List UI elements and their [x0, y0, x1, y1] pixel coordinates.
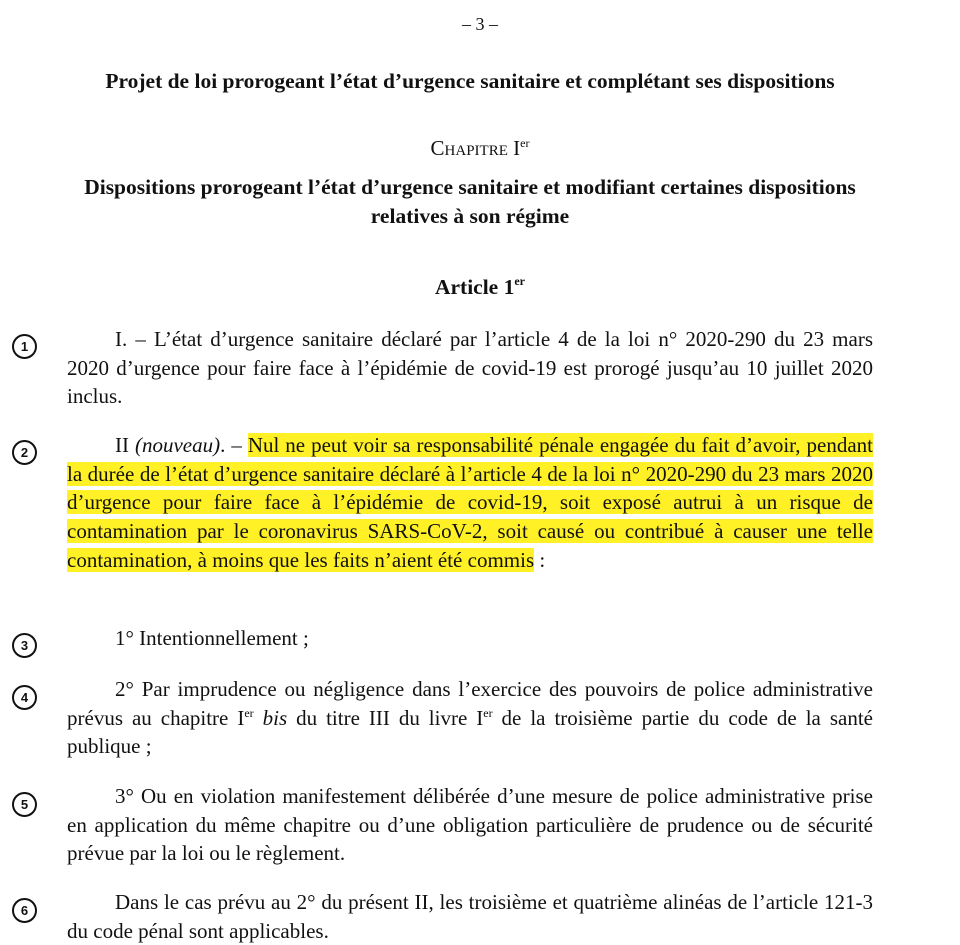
page-number: – 3 – — [462, 14, 498, 34]
highlighted-text: Nul ne peut voir sa responsabilité pénale engagée du fait d’avoir, pendant la durée de l’état d’urgence sanitaire déclaré à l’article 4 de la loi n° 2020-290 du 23 mars 2020 d’urgence pour faire face à l’épidémie de covid-19, soit exposé autrui à un risque de contamination par le coronavirus SARS-CoV-2, soit causé ou contribué à causer une telle contamination, à moins que les faits n’aient été commis — [67, 433, 874, 572]
paragraph-marker-icon: 1 — [12, 334, 37, 359]
article-label: Article 1 — [434, 275, 515, 299]
chapter-superscript: er — [520, 136, 530, 150]
paragraph-3: 1° Intentionnellement ; — [115, 626, 309, 650]
paragraph-marker-icon: 3 — [12, 633, 37, 658]
paragraph-2 — [67, 431, 873, 575]
paragraph-4-bis: bis — [253, 705, 288, 730]
paragraph-4-part3: de la troisième partie du code de la santé publique ; — [67, 705, 873, 759]
paragraph-2-prefix: II — [115, 433, 135, 457]
chapter-title: Dispositions prorogeant l’état d’urgence sanitaire et modifiant certaines dispositions relatives à son régime — [84, 175, 856, 228]
bill-title: Projet de loi prorogeant l’état d’urgence sanitaire et complétant ses dispositions — [105, 69, 835, 93]
paragraph-marker-icon: 4 — [12, 685, 37, 710]
paragraph-2-nouveau: (nouveau) — [134, 433, 221, 457]
article-heading — [0, 274, 960, 300]
chapter-label: Chapitre I — [430, 136, 521, 160]
paragraph-2-suffix: : — [534, 547, 546, 572]
paragraph-marker-icon: 5 — [12, 792, 37, 817]
paragraph-marker-icon: 2 — [12, 440, 37, 465]
article-superscript: er — [514, 274, 526, 288]
paragraph-5: 3° Ou en violation manifestement délibérée d’une mesure de police administrative prise en application du même chapitre ou d’une obligation particulière de prudence ou de sécurité prévue par la loi ou le règlement. — [67, 784, 873, 866]
paragraph-4-part2: du titre III du livre I — [287, 705, 484, 730]
chapter-heading — [0, 136, 960, 161]
paragraph-4 — [67, 675, 873, 761]
paragraph-marker-icon: 6 — [12, 898, 37, 923]
paragraph-4-sup1: er — [244, 705, 254, 720]
paragraph-4-part1: 2° Par imprudence ou négligence dans l’exercice des pouvoirs de police administrative prévus au chapitre I — [67, 677, 873, 730]
paragraph-6: Dans le cas prévu au 2° du présent II, les troisième et quatrième alinéas de l’article 121-3 du code pénal sont applicables. — [67, 890, 873, 943]
paragraph-2-dash: . – — [220, 433, 248, 457]
paragraph-1: I. – L’état d’urgence sanitaire déclaré par l’article 4 de la loi n° 2020-290 du 23 mars 2020 d’urgence pour faire face à l’épidémie de covid-19 est prorogé jusqu’au 10 juillet 2020 inclus. — [67, 327, 873, 409]
paragraph-4-sup2: er — [483, 705, 493, 720]
